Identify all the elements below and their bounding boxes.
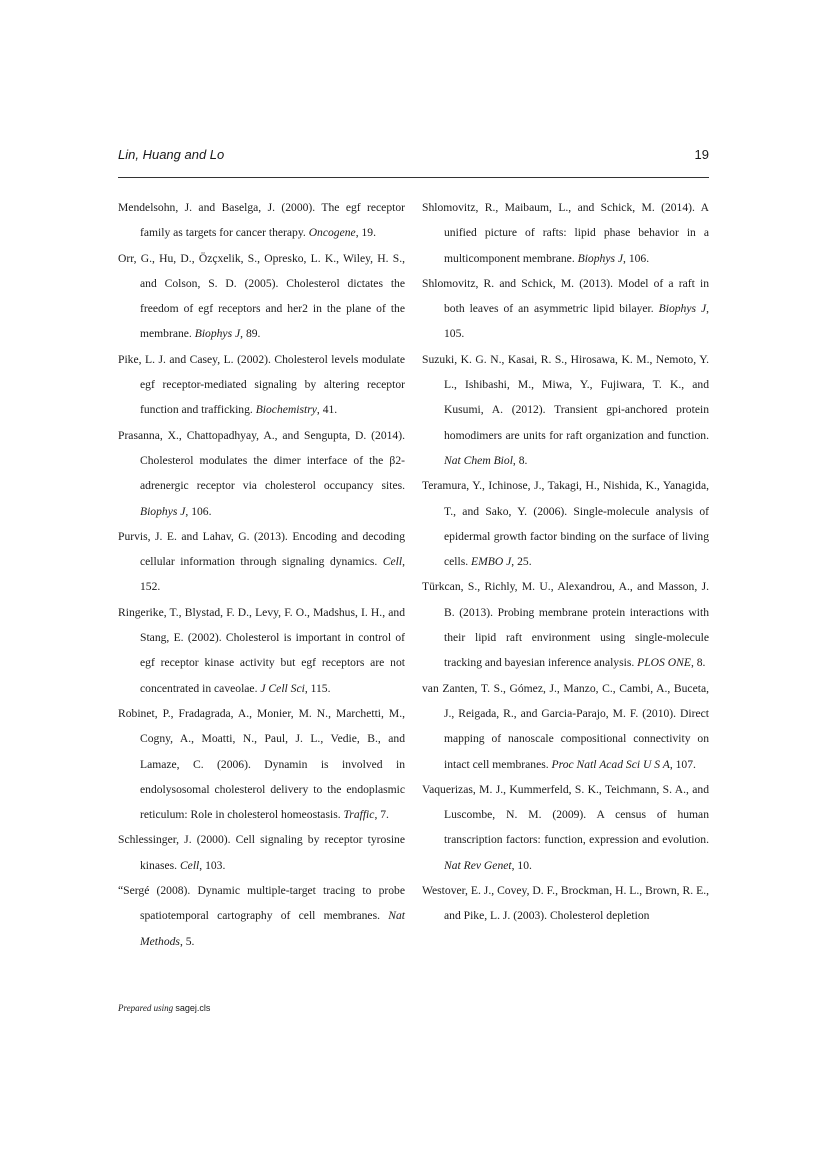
reference-journal: Oncogene: [308, 226, 356, 240]
reference-volume: , 105.: [444, 302, 709, 341]
reference-entry: [422, 271, 709, 347]
reference-entry: [118, 347, 405, 423]
reference-text: Westover, E. J., Covey, D. F., Brockman, H. L., Brown, R. E., and Pike, L. J. (2003). Cholesterol depletion: [422, 884, 709, 923]
reference-journal: PLOS ONE: [637, 656, 691, 670]
reference-entry: [118, 600, 405, 701]
references-right-column: [422, 195, 709, 929]
reference-journal: Nat Rev Genet: [444, 858, 512, 872]
reference-volume: , 115.: [304, 681, 331, 695]
reference-volume: , 8.: [690, 656, 706, 670]
reference-journal: Biophys J: [577, 251, 624, 265]
reference-entry: [118, 423, 405, 524]
reference-text: Pike, L. J. and Casey, L. (2002). Cholesterol levels modulate egf receptor-mediated signaling by altering receptor function and trafficking.: [118, 352, 405, 417]
reference-journal: Biophys J: [194, 327, 241, 341]
running-head: [118, 147, 709, 167]
footer-class-file: sagej.cls: [175, 1003, 211, 1013]
reference-text: Orr, G., Hu, D., Özçxelik, S., Opresko, L. K., Wiley, H. S., and Colson, S. D. (2005). Cholesterol dictates the freedom of egf receptors and her2 in the plane of the membrane.: [118, 251, 405, 341]
reference-volume: , 10.: [511, 858, 532, 872]
reference-volume: , 5.: [179, 934, 195, 948]
reference-volume: , 8.: [512, 453, 528, 467]
reference-journal: Cell: [382, 555, 403, 569]
reference-journal: J Cell Sci: [260, 681, 305, 695]
reference-text: van Zanten, T. S., Gómez, J., Manzo, C., Cambi, A., Buceta, J., Reigada, R., and Garcia-Parajo, M. F. (2010). Direct mapping of nanoscale compositional connectivity on intact cell membranes.: [422, 681, 709, 771]
reference-text: Shlomovitz, R., Maibaum, L., and Schick, M. (2014). A unified picture of rafts: lipid phase behavior in a multicomponent membrane.: [422, 201, 709, 265]
footer-prepared-using: Prepared using: [118, 1003, 176, 1013]
reference-text: Türkcan, S., Richly, M. U., Alexandrou, A., and Masson, J. B. (2013). Probing membrane protein interactions with their lipid raft environment using single-molecule tracking and bayesian inference analysis.: [422, 580, 709, 670]
header-rule: [118, 177, 709, 178]
running-head-authors: Lin, Huang and Lo: [118, 147, 225, 162]
reference-text: Shlomovitz, R. and Schick, M. (2013). Model of a raft in both leaves of an asymmetric lipid bilayer.: [422, 276, 709, 316]
reference-volume: , 41.: [316, 403, 338, 417]
reference-text: Schlessinger, J. (2000). Cell signaling by receptor tyrosine kinases.: [118, 833, 405, 872]
reference-text: Ringerike, T., Blystad, F. D., Levy, F. O., Madshus, I. H., and Stang, E. (2002). Cholesterol is important in control of egf receptor kinase activity but egf receptors are not concentrated in caveolae.: [118, 605, 405, 695]
reference-text: Robinet, P., Fradagrada, A., Monier, M. N., Marchetti, M., Cogny, A., Moatti, N., Paul, J. L., Vedie, B., and Lamaze, C. (2006). Dynamin is involved in endolysosomal cholesterol delivery to the endoplasmic reticulum: Role in cholesterol homeostasis.: [118, 706, 405, 822]
reference-text: Prasanna, X., Chattopadhyay, A., and Sengupta, D. (2014). Cholesterol modulates the dimer interface of the β2-adrenergic receptor via cholesterol occupancy sites.: [118, 428, 405, 493]
reference-volume: , 106.: [623, 251, 650, 265]
reference-entry: [118, 195, 405, 246]
reference-text: Teramura, Y., Ichinose, J., Takagi, H., Nishida, K., Yanagida, T., and Sako, Y. (2006). Single-molecule analysis of epidermal growth factor binding on the surface of living cells.: [422, 479, 709, 569]
reference-volume: , 7.: [374, 808, 389, 822]
reference-entry: [118, 878, 405, 954]
reference-journal: Nat Chem Biol: [444, 453, 513, 467]
reference-journal: Cell: [179, 858, 200, 872]
footer: [118, 1003, 210, 1013]
reference-journal: Biochemistry: [255, 403, 317, 417]
reference-journal: Nat Methods: [140, 909, 405, 948]
reference-journal: Proc Natl Acad Sci U S A: [551, 757, 670, 771]
reference-journal: Traffic: [343, 808, 375, 822]
reference-entry: [118, 701, 405, 827]
reference-text: Suzuki, K. G. N., Kasai, R. S., Hirosawa, K. M., Nemoto, Y. L., Ishibashi, M., Miwa, Y., Fujiwara, T. K., and Kusumi, A. (2012). Transient gpi-anchored protein homodimers are units for raft organization and function.: [422, 352, 709, 442]
reference-entry: [422, 574, 709, 675]
page-number: 19: [694, 147, 709, 162]
reference-volume: , 89.: [240, 327, 261, 341]
reference-entry: [422, 676, 709, 777]
reference-entry: [118, 827, 405, 878]
reference-entry: [422, 878, 709, 929]
reference-text: Vaquerizas, M. J., Kummerfeld, S. K., Teichmann, S. A., and Luscombe, N. M. (2009). A census of human transcription factors: function, expression and evolution.: [422, 782, 709, 847]
reference-volume: , 152.: [140, 555, 405, 594]
reference-volume: , 103.: [199, 858, 226, 872]
reference-volume: , 107.: [669, 757, 696, 771]
reference-entry: [118, 524, 405, 600]
reference-volume: , 25.: [511, 555, 532, 569]
reference-journal: Biophys J: [140, 504, 186, 518]
reference-entry: [422, 347, 709, 473]
references-left-column: [118, 195, 405, 954]
reference-entry: [422, 473, 709, 574]
reference-journal: Biophys J: [658, 302, 707, 316]
reference-entry: [422, 777, 709, 878]
reference-entry: [422, 195, 709, 271]
reference-text: “Sergé (2008). Dynamic multiple-target tracing to probe spatiotemporal cartography of cell membranes.: [118, 884, 405, 923]
reference-text: Mendelsohn, J. and Baselga, J. (2000). The egf receptor family as targets for cancer therapy.: [118, 201, 405, 240]
reference-entry: [118, 246, 405, 347]
reference-text: Purvis, J. E. and Lahav, G. (2013). Encoding and decoding cellular information through signaling dynamics.: [118, 529, 405, 569]
reference-volume: , 106.: [185, 504, 212, 518]
reference-volume: , 19.: [355, 226, 376, 240]
reference-journal: EMBO J: [471, 555, 512, 569]
